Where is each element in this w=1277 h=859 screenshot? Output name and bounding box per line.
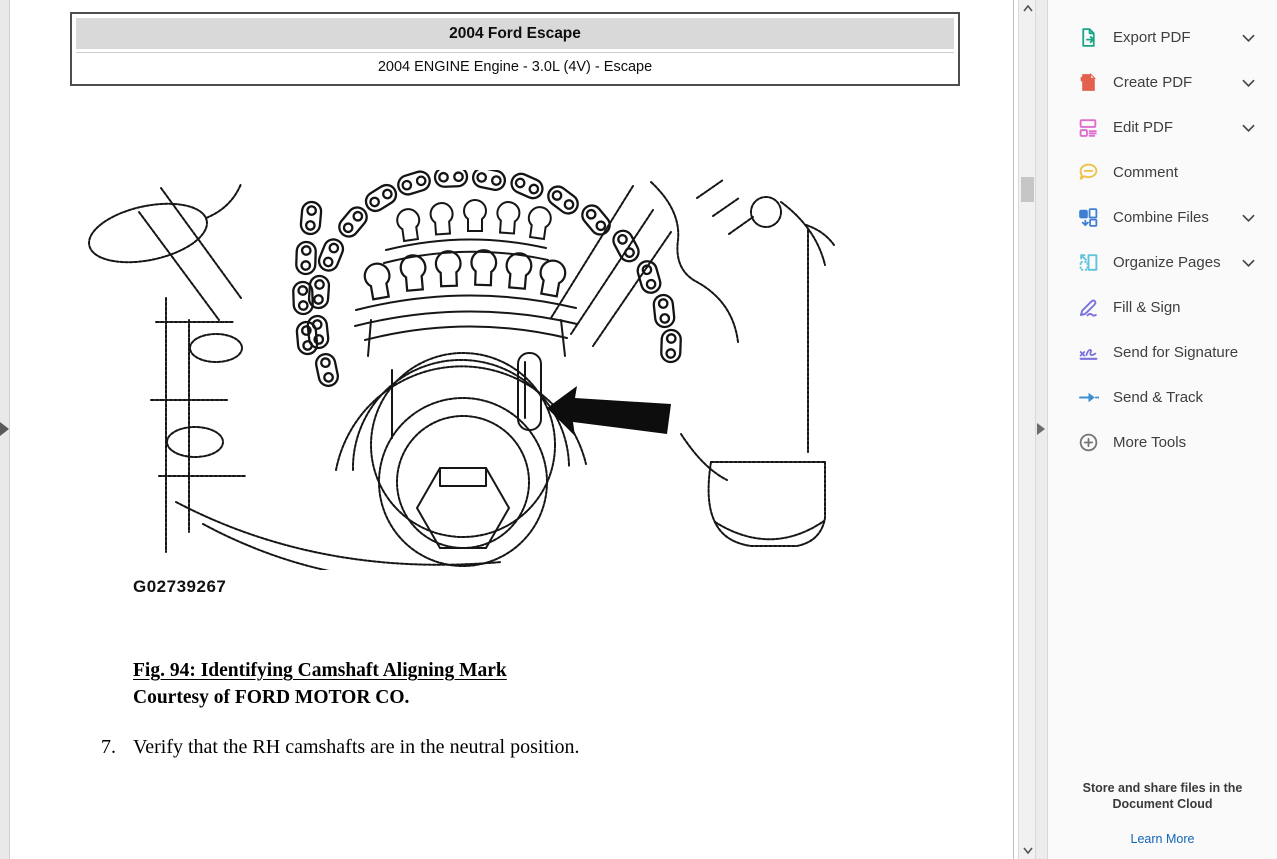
scroll-up-icon[interactable]: [1019, 0, 1036, 17]
step-number: 7.: [101, 736, 116, 758]
step-text: Verify that the RH camshafts are in the neutral position.: [133, 736, 580, 758]
camshaft-diagram-svg: [81, 170, 961, 570]
tool-more-tools[interactable]: [1048, 420, 1277, 465]
tool-fill-sign[interactable]: [1048, 285, 1277, 330]
procedure-step: [101, 736, 580, 759]
tool-organize-pages[interactable]: [1048, 240, 1277, 285]
comment-icon: [1077, 162, 1099, 184]
left-panel-strip: [0, 0, 10, 859]
vehicle-subtitle: 2004 ENGINE Engine - 3.0L (4V) - Escape: [76, 52, 954, 81]
promo-line-2: Document Cloud: [1112, 797, 1213, 811]
tool-label: Organize Pages: [1113, 254, 1221, 271]
create-pdf-icon: [1077, 72, 1099, 94]
tool-export-pdf[interactable]: [1048, 15, 1277, 60]
chevron-down-icon[interactable]: [1242, 254, 1255, 272]
tool-label: Edit PDF: [1113, 119, 1174, 136]
tool-label: Export PDF: [1113, 29, 1191, 46]
pdf-page: [11, 0, 1013, 859]
promo-line-1: Store and share files in the: [1082, 781, 1243, 795]
tool-label: Create PDF: [1113, 74, 1193, 91]
vehicle-title: 2004 Ford Escape: [76, 18, 954, 49]
chevron-down-icon[interactable]: [1242, 209, 1255, 227]
collapse-tools-panel-icon[interactable]: [1037, 423, 1045, 435]
export-pdf-icon: [1077, 27, 1099, 49]
scroll-down-icon[interactable]: [1019, 842, 1036, 859]
chevron-down-icon[interactable]: [1242, 119, 1255, 137]
combine-files-icon: [1077, 207, 1099, 229]
figure-courtesy: Courtesy of FORD MOTOR CO.: [133, 687, 410, 708]
tool-label: Combine Files: [1113, 209, 1209, 226]
chevron-down-icon[interactable]: [1242, 29, 1255, 47]
more-tools-icon: [1077, 432, 1099, 454]
chevron-down-icon[interactable]: [1242, 74, 1255, 92]
tool-send-for-signature[interactable]: [1048, 330, 1277, 375]
vertical-scrollbar[interactable]: [1018, 0, 1035, 859]
tool-edit-pdf[interactable]: [1048, 105, 1277, 150]
tool-label: Send for Signature: [1113, 344, 1239, 361]
tool-comment[interactable]: [1048, 150, 1277, 195]
send-track-icon: [1077, 387, 1099, 409]
figure-id: G02739267: [133, 577, 227, 596]
learn-more-link[interactable]: Learn More: [1130, 832, 1195, 846]
tool-create-pdf[interactable]: [1048, 60, 1277, 105]
tool-label: More Tools: [1113, 434, 1187, 451]
tool-send-track[interactable]: [1048, 375, 1277, 420]
page-edge-divider: [1013, 0, 1014, 859]
figure-caption: Fig. 94: Identifying Camshaft Aligning Mark: [133, 660, 507, 681]
vehicle-header-table: [70, 12, 960, 86]
document-cloud-promo: [1048, 780, 1277, 848]
tool-label: Comment: [1113, 164, 1179, 181]
fill-sign-icon: [1077, 297, 1099, 319]
scrollbar-thumb[interactable]: [1021, 177, 1034, 202]
tool-label: Send & Track: [1113, 389, 1204, 406]
tool-label: Fill & Sign: [1113, 299, 1181, 316]
camshaft-diagram: [81, 170, 961, 570]
expand-left-panel-icon[interactable]: [0, 422, 9, 436]
tool-combine-files[interactable]: [1048, 195, 1277, 240]
tools-panel: [1048, 0, 1277, 859]
edit-pdf-icon: [1077, 117, 1099, 139]
organize-pages-icon: [1077, 252, 1099, 274]
send-signature-icon: [1077, 342, 1099, 364]
